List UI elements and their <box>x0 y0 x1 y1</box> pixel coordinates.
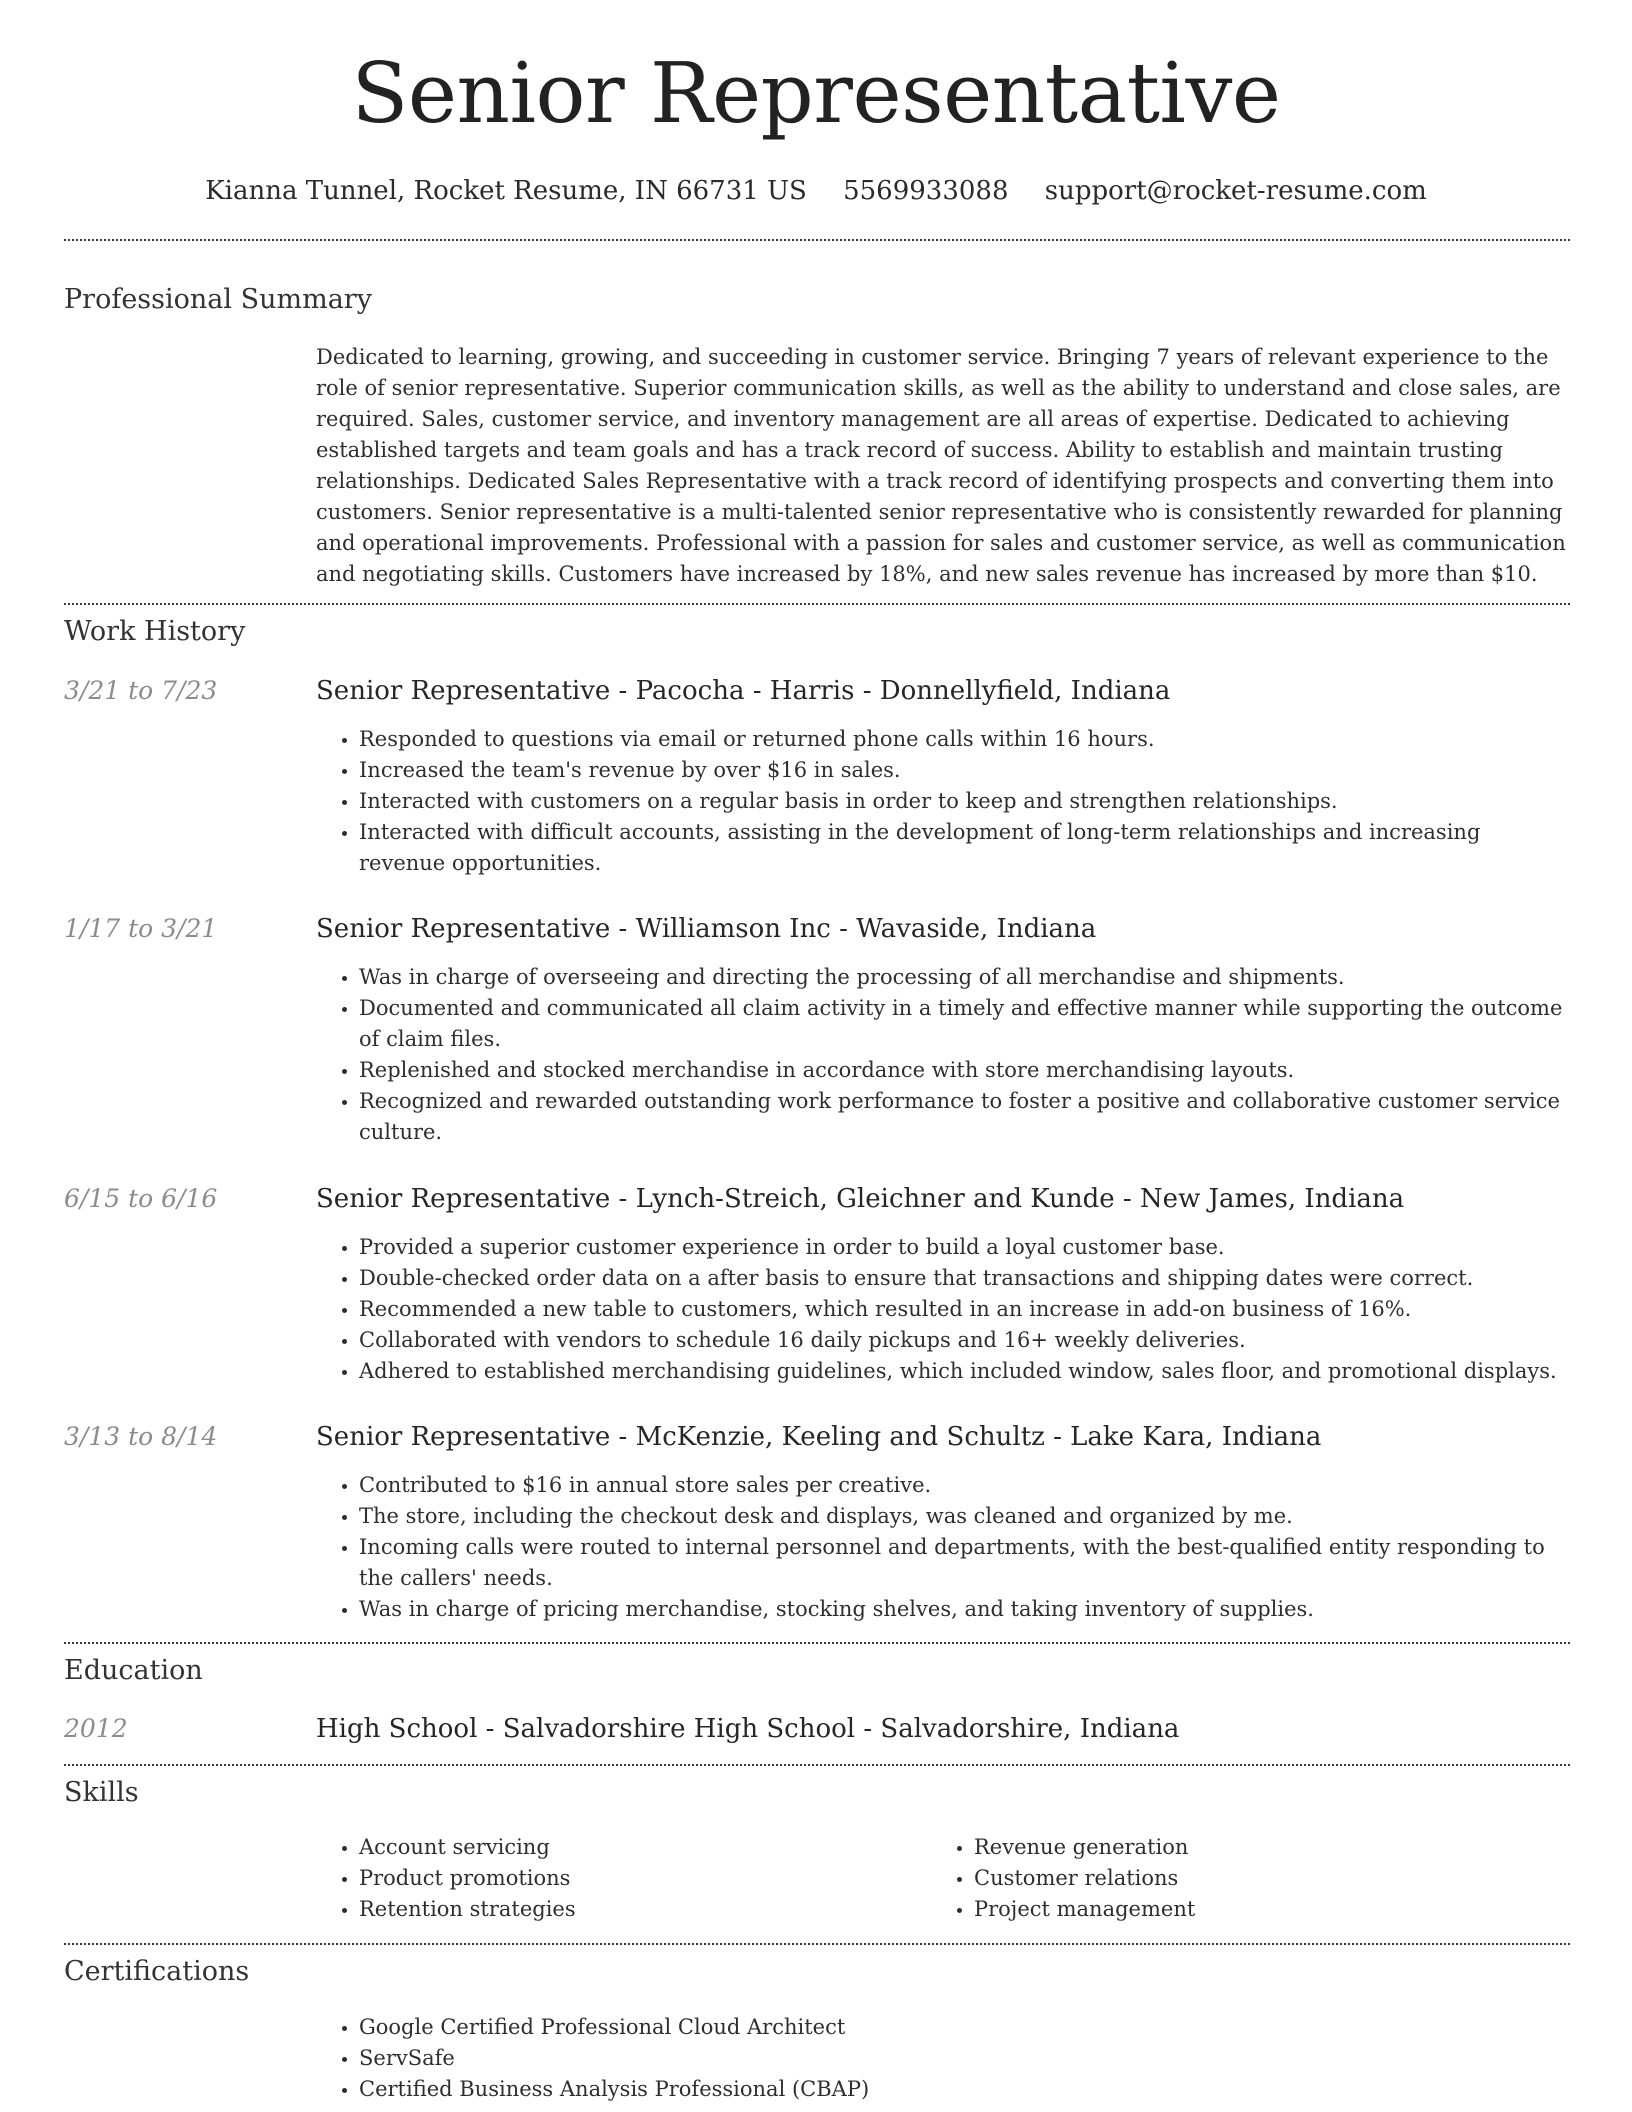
job-dates: 6/15 to 6/16 <box>64 1184 218 1213</box>
job-title: Senior Representative - Lynch-Streich, Gleichner and Kunde - New James, Indiana <box>316 1184 1405 1214</box>
skills-list-right <box>931 1832 1534 1925</box>
skill-item: • Customer relations <box>974 1863 1534 1894</box>
job-bullet: • The store, including the checkout desk and displays, was cleaned and organized by me. <box>359 1501 1568 1532</box>
certifications-heading: Certifications <box>64 1956 250 1987</box>
job-bullet: • Was in charge of pricing merchandise, stocking shelves, and taking inventory of supplies. <box>359 1594 1568 1625</box>
job-bullet: • Double-checked order data on a after basis to ensure that transactions and shipping dates were correct. <box>359 1263 1568 1294</box>
section-divider <box>64 1642 1570 1644</box>
education-entry: High School - Salvadorshire High School - Salvadorshire, Indiana <box>316 1714 1180 1744</box>
section-divider <box>64 1943 1570 1945</box>
job-bullet: • Provided a superior customer experience in order to build a loyal customer base. <box>359 1232 1568 1263</box>
contact-line <box>0 174 1632 208</box>
section-divider <box>64 603 1570 605</box>
job-dates: 3/21 to 7/23 <box>64 676 218 705</box>
job-bullet: • Incoming calls were routed to internal personnel and departments, with the best-qualified entity responding to the callers' needs. <box>359 1532 1568 1594</box>
skills-list-left <box>316 1832 919 1925</box>
job-title: Senior Representative - Williamson Inc - Wavaside, Indiana <box>316 914 1097 944</box>
job-bullets <box>316 724 1568 879</box>
job-bullet: • Interacted with difficult accounts, assisting in the development of long-term relationships and increasing revenue opportunities. <box>359 817 1568 879</box>
education-year: 2012 <box>64 1714 128 1743</box>
skill-item: • Retention strategies <box>359 1894 919 1925</box>
job-bullet: • Was in charge of overseeing and directing the processing of all merchandise and shipments. <box>359 962 1568 993</box>
job-bullet: • Recognized and rewarded outstanding work performance to foster a positive and collaborative customer service culture. <box>359 1086 1568 1148</box>
summary-text: Dedicated to learning, growing, and succeeding in customer service. Bringing 7 years of relevant experience to the role of senior representative. Superior communication skills, as well as the ability to understand and close sales, are required. Sales, customer service, and inventory management are all areas of expertise. Dedicated to achieving established targets and team goals and has a track record of success. Ability to establish and maintain trusting relationships. Dedicated Sales Representative with a track record of identifying prospects and converting them into customers. Senior representative is a multi-talented senior representative who is consistently rewarded for planning and operational improvements. Professional with a passion for sales and customer service, as well as communication and negotiating skills. Customers have increased by 18%, and new sales revenue has increased by more than $10. <box>316 345 1566 586</box>
job-bullets <box>316 1470 1568 1625</box>
job-title: Senior Representative - McKenzie, Keeling and Schultz - Lake Kara, Indiana <box>316 1422 1322 1452</box>
certification-item: • ServSafe <box>359 2043 1568 2074</box>
job-bullet: • Contributed to $16 in annual store sales per creative. <box>359 1470 1568 1501</box>
job-title: Senior Representative - Pacocha - Harris - Donnellyfield, Indiana <box>316 676 1171 706</box>
section-divider <box>64 1764 1570 1766</box>
job-dates: 1/17 to 3/21 <box>64 914 218 943</box>
section-divider <box>64 239 1570 241</box>
job-bullet: • Increased the team's revenue by over $16 in sales. <box>359 755 1568 786</box>
job-bullet: • Documented and communicated all claim activity in a timely and effective manner while supporting the outcome of claim files. <box>359 993 1568 1055</box>
certification-item: • Certified Business Analysis Professional (CBAP) <box>359 2074 1568 2105</box>
job-bullet: • Collaborated with vendors to schedule 16 daily pickups and 16+ weekly deliveries. <box>359 1325 1568 1356</box>
job-bullet: • Adhered to established merchandising guidelines, which included window, sales floor, and promotional displays. <box>359 1356 1568 1387</box>
job-bullet: • Interacted with customers on a regular basis in order to keep and strengthen relationships. <box>359 786 1568 817</box>
certifications-list <box>316 2012 1568 2105</box>
job-bullet: • Replenished and stocked merchandise in accordance with store merchandising layouts. <box>359 1055 1568 1086</box>
summary-heading: Professional Summary <box>64 284 372 315</box>
skills-heading: Skills <box>64 1777 139 1808</box>
skill-item: • Project management <box>974 1894 1534 1925</box>
contact-email: support@rocket-resume.com <box>1044 176 1427 206</box>
skill-item: • Account servicing <box>359 1832 919 1863</box>
certification-item: • Google Certified Professional Cloud Architect <box>359 2012 1568 2043</box>
skill-item: • Revenue generation <box>974 1832 1534 1863</box>
job-bullets <box>316 1232 1568 1387</box>
resume-title: Senior Representative <box>351 45 1281 142</box>
work-history-heading: Work History <box>64 616 246 647</box>
job-bullets <box>316 962 1568 1148</box>
skill-item: • Product promotions <box>359 1863 919 1894</box>
education-heading: Education <box>64 1655 203 1686</box>
contact-address: Kianna Tunnel, Rocket Resume, IN 66731 US <box>205 176 807 206</box>
job-bullet: • Recommended a new table to customers, which resulted in an increase in add-on business of 16%. <box>359 1294 1568 1325</box>
contact-phone: 5569933088 <box>843 176 1009 206</box>
job-dates: 3/13 to 8/14 <box>64 1422 218 1451</box>
job-bullet: • Responded to questions via email or returned phone calls within 16 hours. <box>359 724 1568 755</box>
